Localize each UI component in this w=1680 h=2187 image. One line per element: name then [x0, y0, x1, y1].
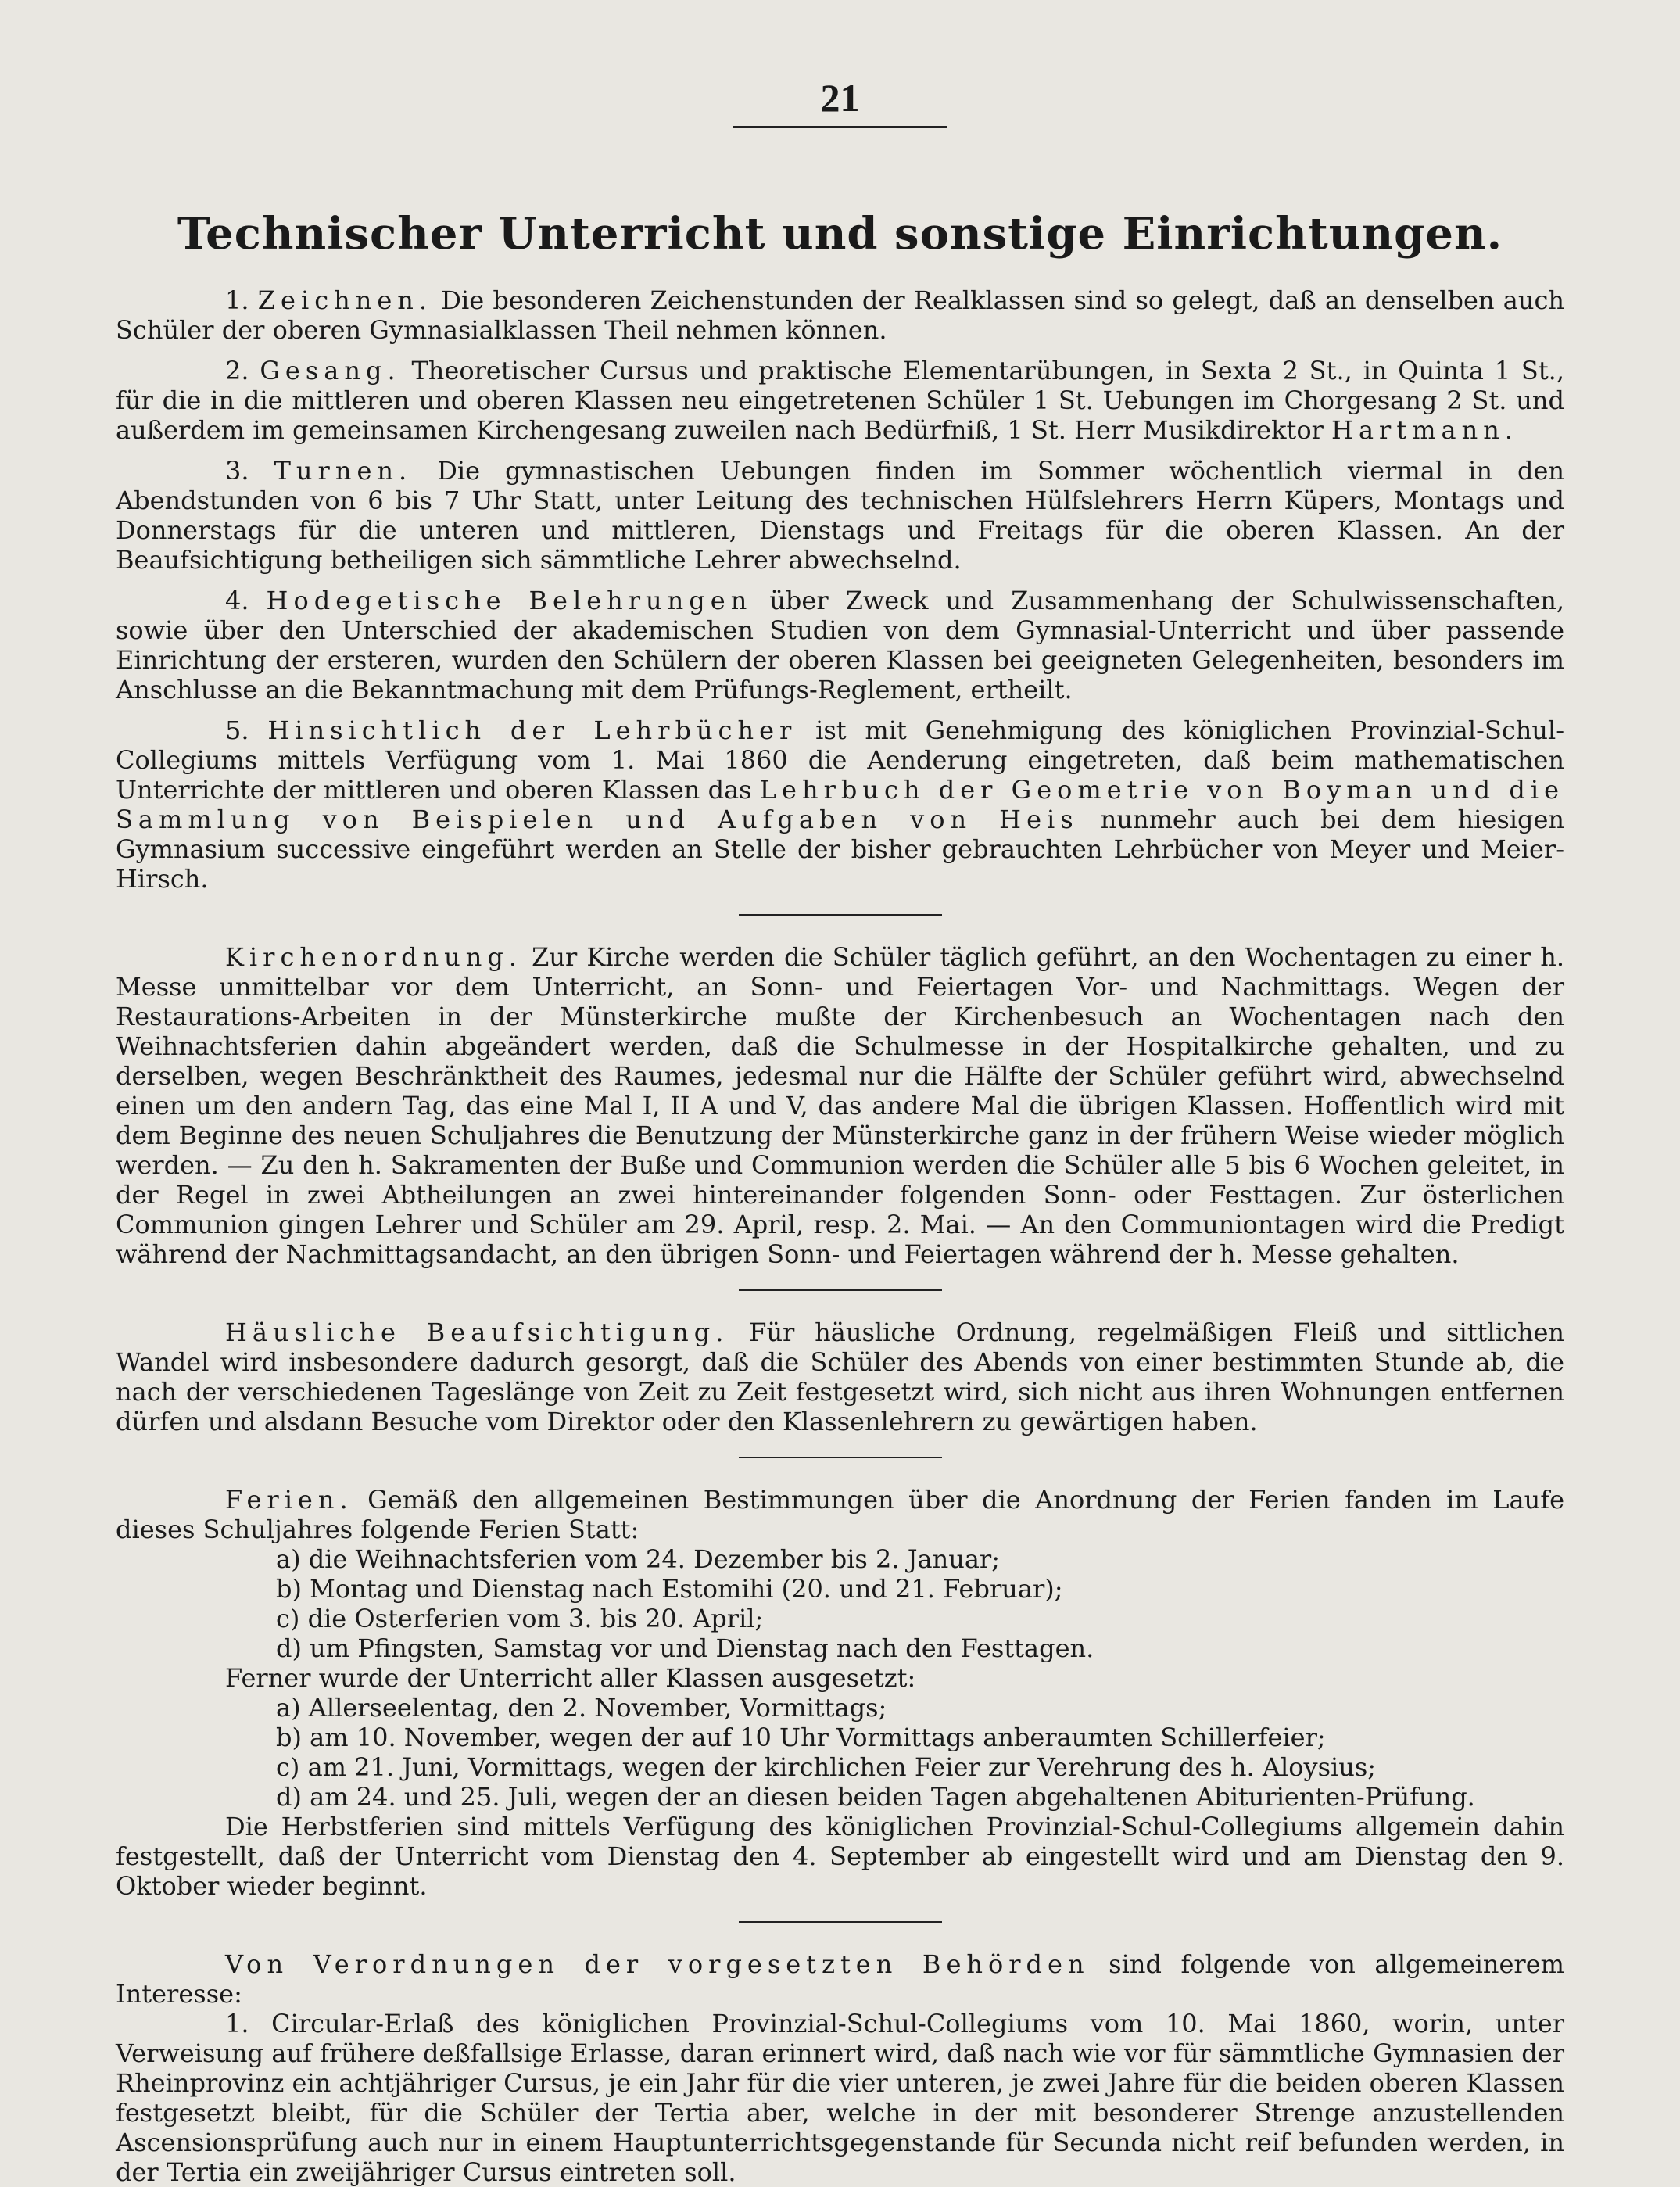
list-item: c) die Osterferien vom 3. bis 20. April;	[276, 1604, 764, 1633]
holidays-intro	[116, 1485, 1564, 1544]
item-number: 5.	[225, 715, 249, 745]
item-text: Die gymnastischen Uebungen finden im Sommer wöchentlich viermal in den Abendstunden von 6 bis 7 Uhr Statt, unter Leitung des technischen Hülfslehrers Herrn Küpers, Montags und Donnerstags für die unteren und mittleren, Dienstags und Freitags für die oberen Klassen. An der Beaufsichtigung betheiligen sich sämmtliche Lehrer abwechselnd.	[116, 456, 1565, 575]
list-item: d) um Pfingsten, Samstag vor und Dienstag nach den Festtagen.	[276, 1633, 1094, 1663]
section-divider	[739, 1289, 942, 1291]
further-closures-heading: Ferner wurde der Unterricht aller Klassen ausgesetzt:	[225, 1663, 916, 1693]
list-item: c) am 21. Juni, Vormittags, wegen der kirchlichen Feier zur Verehrung des h. Aloysius;	[276, 1752, 1377, 1782]
technical-item-4	[116, 586, 1564, 705]
item-text: Theoretischer Cursus und praktische Elementarübungen, in Sexta 2 St., in Quinta 1 St., für die in die mittleren und oberen Klassen neu eingetretenen Schüler 1 St. Uebungen im Chorgesang 2 St. und außerdem im gemeinsamen Kirchengesang zuweilen nach Bedürfniß, 1 St. Herr Musikdirektor	[116, 356, 1565, 445]
section-divider	[739, 914, 942, 916]
section-divider	[739, 1457, 942, 1458]
technical-item-2	[116, 356, 1564, 445]
item-heading: Hinsichtlich der Lehrbücher	[267, 715, 797, 745]
item-text: über Zweck und Zusammenhang der Schulwissenschaften, sowie über den Unterschied der akademischen Studien von dem Gymnasial-Unterricht und über passende Einrichtung der ersteren, wurden den Schülern der oberen Klassen bei geeigneten Gelegenheiten, besonders im Anschlusse an die Bekanntmachung mit dem Prüfungs-Reglement, ertheilt.	[116, 586, 1565, 705]
item-heading: Gesang.	[260, 356, 401, 385]
technical-item-3	[116, 456, 1564, 575]
technical-item-5	[116, 715, 1564, 894]
holidays-heading: Ferien.	[225, 1485, 353, 1515]
home-supervision	[116, 1318, 1564, 1436]
decree-item-1: 1. Circular-Erlaß des königlichen Provinzial-Schul-Collegiums vom 10. Mai 1860, worin, unter Verweisung auf frühere deßfallsige Erlasse, daran erinnert wird, daß nach wie vor für sämmtliche Gymnasien der Rheinprovinz ein achtjähriger Cursus, je ein Jahr für die vier unteren, je zwei Jahre für die beiden oberen Klassen festgesetzt bleibt, für die Schüler der Tertia aber, welche in der mit besonderer Strenge anzustellenden Ascensionsprüfung auch nur in einem Hauptunterrichtsgegenstande für Secunda nicht reif befunden werden, in der Tertia ein zweijähriger Cursus eintreten soll.	[116, 2009, 1564, 2187]
section-divider	[739, 1921, 942, 1923]
textbook-names: Lehrbuch der Geometrie von Boyman und die Sammlung von Beispielen und Aufgaben von Heis	[116, 775, 1565, 834]
church-text: Zur Kirche werden die Schüler täglich geführt, an den Wochentagen zu einer h. Messe unmittelbar vor dem Unterricht, an Sonn- und Feiertagen Vor- und Nachmittags. Wegen der Restaurations-Arbeiten in der Münsterkirche mußte der Kirchenbesuch an Wochentagen nach den Weihnachtsferien dahin abgeändert werden, daß die Schulmesse in der Hospitalkirche gehalten, und zu derselben, wegen Beschränktheit des Raumes, jedesmal nur die Hälfte der Schüler geführt wird, abwechselnd einen um den andern Tag, das eine Mal I, II A und V, das andere Mal die übrigen Klassen. Hoffentlich wird mit dem Beginne des neuen Schuljahres die Benutzung der Münsterkirche ganz in der frühern Weise wieder möglich werden. — Zu den h. Sakramenten der Buße und Communion werden die Schüler alle 5 bis 6 Wochen geleitet, in der Regel in zwei Abtheilungen an zwei hintereinander folgenden Sonn- oder Festtagen. Zur österlichen Communion gingen Lehrer und Schüler am 29. April, resp. 2. Mai. — An den Communiontagen wird die Predigt während der Nachmittagsandacht, an den übrigen Sonn- und Feiertagen während der h. Messe gehalten.	[116, 942, 1564, 1269]
list-item: a) Allerseelentag, den 2. November, Vormittags;	[276, 1693, 887, 1723]
list-item: d) am 24. und 25. Juli, wegen der an diesen beiden Tagen abgehaltenen Abiturienten-Prüfung.	[276, 1782, 1475, 1812]
header-rule	[733, 126, 947, 128]
decrees-heading: Von Verordnungen der vorgesetzten Behörden	[225, 1949, 1090, 1979]
item-number: 4.	[225, 586, 249, 615]
item-heading: Hodegetische Belehrungen	[266, 586, 753, 615]
decrees-intro-text: sind folgende von allgemeinerem Interesse:	[116, 1949, 1565, 2009]
item-text: Die besonderen Zeichenstunden der Realklassen sind so gelegt, daß an denselben auch Schüler der oberen Gymnasialklassen Theil nehmen können.	[116, 285, 1565, 345]
church-heading: Kirchenordnung.	[225, 942, 523, 972]
item-number: 2.	[225, 356, 249, 385]
supervision-heading: Häusliche Beaufsichtigung.	[225, 1318, 729, 1347]
holidays-list	[116, 1544, 1564, 1812]
item-heading: Zeichnen.	[257, 285, 433, 315]
technical-item-1	[116, 285, 1564, 345]
supervision-text: Für häusliche Ordnung, regelmäßigen Fleiß und sittlichen Wandel wird insbesondere dadurch gesorgt, daß die Schüler des Abends von einer bestimmten Stunde ab, die nach der verschiedenen Tageslänge von Zeit zu Zeit festgesetzt wird, sich nicht aus ihren Wohnungen entfernen dürfen und alsdann Besuche vom Direktor oder den Klassenlehrern zu gewärtigen haben.	[116, 1318, 1565, 1436]
page-number: 21	[820, 76, 860, 120]
holidays-intro-text: Gemäß den allgemeinen Bestimmungen über die Anordnung der Ferien fanden im Laufe dieses Schuljahres folgende Ferien Statt:	[116, 1485, 1564, 1544]
decrees-intro	[116, 1949, 1564, 2009]
church-order	[116, 942, 1564, 1269]
item-text: ist mit Genehmigung des königlichen Provinzial-Schul-Collegiums mittels Verfügung vom 1. Mai 1860 die Aenderung eingetreten, daß beim mathematischen Unterrichte der mittleren und oberen Klassen das	[116, 715, 1565, 805]
autumn-holidays: Die Herbstferien sind mittels Verfügung des königlichen Provinzial-Schul-Collegiums allgemein dahin festgestellt, daß der Unterricht vom Dienstag den 4. September ab eingestellt wird und am Dienstag den 9. Oktober wieder beginnt.	[116, 1812, 1564, 1901]
list-item: b) Montag und Dienstag nach Estomihi (20. und 21. Februar);	[276, 1574, 1063, 1604]
list-item: b) am 10. November, wegen der auf 10 Uhr Vormittags anberaumten Schillerfeier;	[276, 1723, 1326, 1752]
item-text-cont: nunmehr auch bei dem hiesigen Gymnasium successive eingeführt werden an Stelle der bisher gebrauchten Lehrbücher von Meyer und Meier-Hirsch.	[116, 805, 1565, 894]
list-item: a) die Weihnachtsferien vom 24. Dezember bis 2. Januar;	[276, 1544, 1000, 1574]
section-title: Technischer Unterricht und sonstige Einrichtungen.	[177, 208, 1503, 260]
item-number: 1.	[225, 285, 249, 315]
teacher-name: Hartmann.	[1331, 415, 1518, 445]
item-heading: Turnen.	[274, 456, 413, 486]
item-number: 3.	[225, 456, 249, 486]
